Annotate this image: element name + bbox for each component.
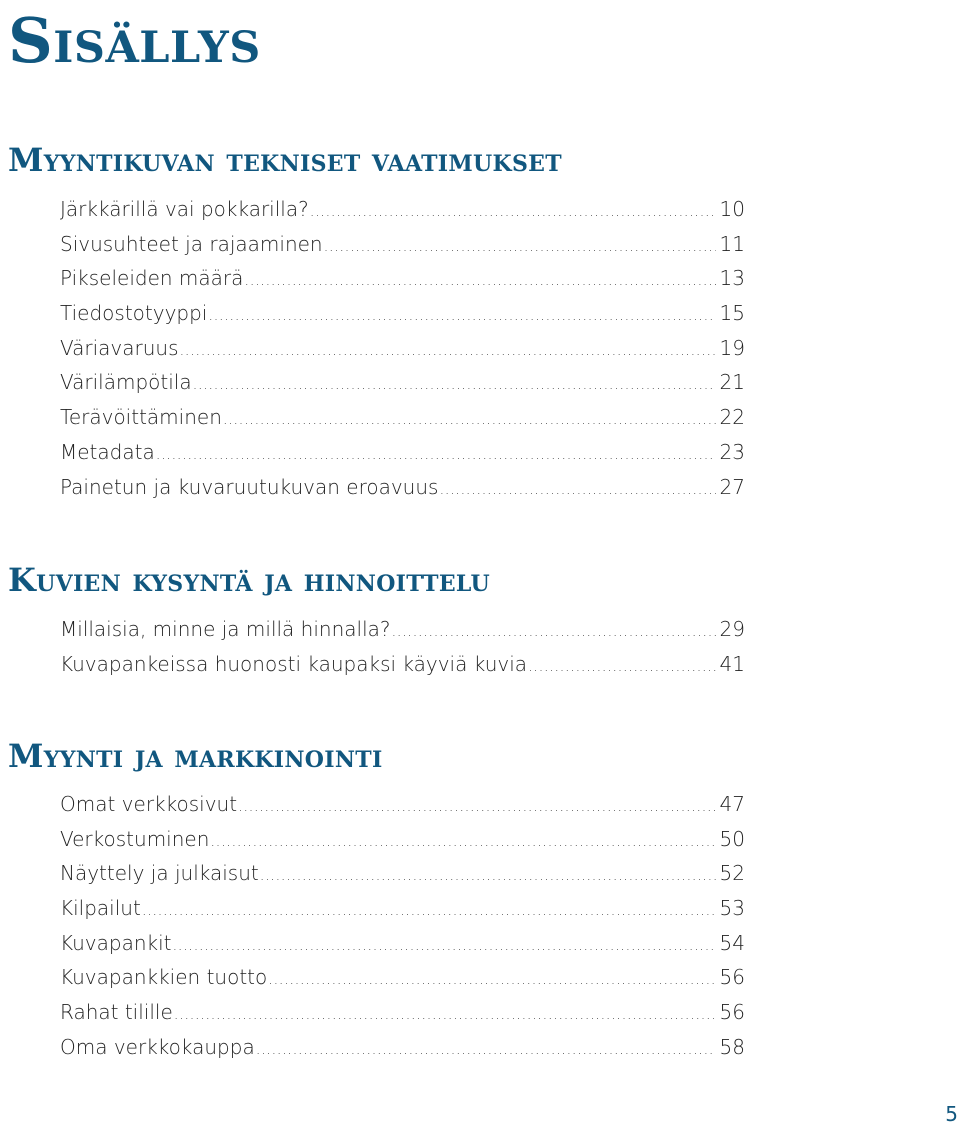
- toc-entry[interactable]: [60, 405, 745, 440]
- toc-entry-label: Millaisia, minne ja millä hinnalla?: [60, 617, 391, 641]
- dot-leader: [238, 797, 716, 815]
- dot-leader: [310, 202, 716, 220]
- dot-leader: [174, 1005, 716, 1023]
- toc-list: [60, 617, 745, 686]
- toc-entry-page: 41: [719, 651, 745, 676]
- dot-leader: [528, 657, 716, 675]
- toc-entry[interactable]: [60, 1035, 745, 1070]
- toc-entry-label: Sivusuhteet ja rajaaminen: [60, 231, 323, 256]
- toc-entry-page: 47: [719, 792, 745, 816]
- toc-entry-label: Painetun ja kuvaruutukuvan eroavuus: [60, 474, 439, 499]
- toc-entry-label: Kuvapankit: [60, 930, 172, 955]
- toc-entry-page: 11: [719, 231, 745, 256]
- dot-leader: [142, 901, 716, 919]
- toc-entry-label: Väriavaruus: [60, 335, 179, 360]
- dot-leader: [210, 832, 716, 850]
- toc-entry-label: Verkostuminen: [60, 826, 210, 851]
- toc-list: [60, 792, 745, 1070]
- toc-entry-label: Pikseleiden määrä: [60, 266, 244, 291]
- dot-leader: [173, 936, 717, 954]
- dot-leader: [208, 306, 716, 324]
- dot-leader: [260, 866, 716, 884]
- toc-entry-page: 21: [719, 370, 745, 395]
- page-number: 5: [945, 1102, 958, 1126]
- toc-entry-page: 52: [719, 861, 745, 886]
- toc-entry[interactable]: [60, 861, 745, 896]
- page-title: Sisällys: [8, 4, 261, 77]
- toc-entry[interactable]: [60, 232, 745, 267]
- toc-entry-page: 19: [719, 335, 745, 360]
- toc-list: [60, 197, 745, 509]
- section-heading: Myyntikuvan tekniset vaatimukset: [8, 141, 562, 179]
- toc-entry-label: Järkkärillä vai pokkarilla?: [60, 197, 309, 221]
- toc-entry-label: Metadata: [60, 439, 155, 464]
- toc-entry-page: 15: [719, 301, 745, 326]
- dot-leader: [156, 445, 716, 463]
- toc-entry[interactable]: [60, 931, 745, 966]
- toc-entry[interactable]: [60, 1000, 745, 1035]
- toc-entry[interactable]: [60, 475, 745, 510]
- dot-leader: [244, 271, 716, 289]
- toc-entry-page: 29: [719, 617, 745, 641]
- section-heading: Kuvien kysyntä ja hinnoittelu: [8, 561, 490, 599]
- toc-entry-page: 22: [719, 405, 745, 430]
- toc-entry-page: 27: [719, 474, 745, 499]
- section-heading: Myynti ja markkinointi: [8, 737, 383, 775]
- toc-entry-page: 10: [719, 197, 745, 221]
- toc-entry-page: 56: [719, 965, 745, 990]
- toc-entry-label: Kilpailut: [60, 896, 141, 921]
- toc-entry-page: 54: [719, 930, 745, 955]
- dot-leader: [256, 1040, 716, 1058]
- toc-entry[interactable]: [60, 617, 745, 652]
- toc-entry-page: 50: [719, 826, 745, 851]
- toc-entry[interactable]: [60, 370, 745, 405]
- toc-entry-page: 58: [719, 1034, 745, 1059]
- toc-entry[interactable]: [60, 301, 745, 336]
- toc-entry[interactable]: [60, 965, 745, 1000]
- toc-entry-page: 23: [719, 439, 745, 464]
- toc-entry-label: Omat verkkosivut: [60, 792, 238, 816]
- toc-entry-label: Näyttely ja julkaisut: [60, 861, 259, 886]
- toc-entry-label: Tiedostotyyppi: [60, 301, 208, 326]
- toc-entry[interactable]: [60, 266, 745, 301]
- dot-leader: [392, 622, 717, 640]
- dot-leader: [324, 237, 716, 255]
- toc-entry[interactable]: [60, 652, 745, 687]
- toc-entry-page: 13: [719, 266, 745, 291]
- toc-entry[interactable]: [60, 827, 745, 862]
- toc-entry-label: Oma verkkokauppa: [60, 1034, 255, 1059]
- toc-entry-label: Rahat tilille: [60, 1000, 173, 1025]
- dot-leader: [180, 341, 716, 359]
- dot-leader: [223, 410, 716, 428]
- toc-entry-label: Kuvapankeissa huonosti kaupaksi käyviä kuvia: [60, 651, 528, 676]
- toc-entry-label: Terävöittäminen: [60, 405, 222, 430]
- dot-leader: [268, 970, 716, 988]
- toc-entry[interactable]: [60, 197, 745, 232]
- dot-leader: [193, 375, 716, 393]
- dot-leader: [439, 480, 716, 498]
- toc-entry-page: 53: [719, 896, 745, 921]
- toc-entry-label: Värilämpötila: [60, 370, 192, 395]
- toc-entry[interactable]: [60, 896, 745, 931]
- toc-entry[interactable]: [60, 440, 745, 475]
- toc-entry-page: 56: [719, 1000, 745, 1025]
- toc-entry-label: Kuvapankkien tuotto: [60, 965, 268, 990]
- toc-entry[interactable]: [60, 792, 745, 827]
- toc-entry[interactable]: [60, 336, 745, 371]
